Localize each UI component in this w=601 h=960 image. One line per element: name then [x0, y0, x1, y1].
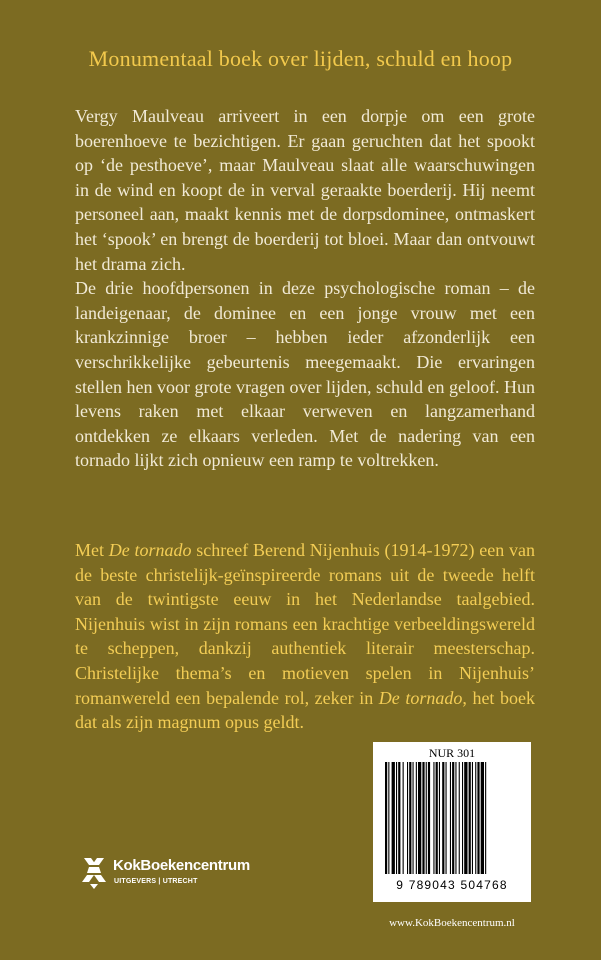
tagline: Monumentaal boek over lijden, schuld en hoop — [88, 46, 513, 71]
barcode-panel — [373, 742, 531, 902]
publisher-mark-icon — [82, 856, 106, 890]
blurb-paragraph-2: De drie hoofdpersonen in deze psychologische roman – de landeigenaar, de dominee en een jonge vrouw met een krankzinnige broer – hebben ieder afzonderlijk een verschrikkelijke gebeurtenis meegemaakt. Die ervaringen stellen hen voor grote vragen over lijden, schuld en geloof. Hun levens raken met elkaar verweven en langzamerhand ontdekken ze elkaars verleden. Met de nadering van een tornado lijkt zich opnieuw een ramp te voltrekken. — [75, 278, 535, 471]
publisher-name: KokBoekencentrum — [113, 857, 250, 874]
publisher-logo — [82, 853, 282, 903]
publisher-subtitle: UITGEVERS | UTRECHT — [114, 878, 198, 885]
author-text-3: , het boek dat als zijn magnum opus geldt. — [75, 687, 536, 733]
barcode-icon — [385, 762, 519, 874]
blurb — [75, 104, 535, 473]
publisher-website: www.KokBoekencentrum.nl — [389, 917, 515, 929]
book-title-1: De tornado — [108, 540, 192, 560]
book-title-2: De tornado — [378, 687, 463, 708]
blurb-paragraph-1: Vergy Maulveau arriveert in een dorpje om een grote boerenhoeve te bezichtigen. Er gaan geruchten dat het spookt op ‘de pesthoeve’, maar Maulveau slaat alle waarschuwingen in de wind en koopt de in verval geraakte boerderij. Hij neemt personeel aan, maakt kennis met de dorpsdominee, ontmaskert het ‘spook’ en brengt de boerderij tot bloei. Maar dan ontvouwt het drama zich. — [75, 106, 535, 274]
isbn-number: 9 789043 504768 — [396, 878, 508, 892]
author-text-2: schreef Berend Nijenhuis (1914-1972) een van de beste christelijk-geïnspireerde romans uit de tweede helft van de twintigste eeuw in het Nederlandse taalgebied. Nijenhuis wist in zijn romans een krachtige verbeeldingswereld te scheppen, dankzij authentiek literair meesterschap. Christelijke thema’s en motieven spelen in Nijenhuis’ romanwereld een bepalende rol, zeker in — [75, 540, 535, 708]
author-text-1: Met — [75, 540, 109, 560]
nur-code: NUR 301 — [428, 746, 476, 760]
author-paragraph — [75, 538, 535, 735]
